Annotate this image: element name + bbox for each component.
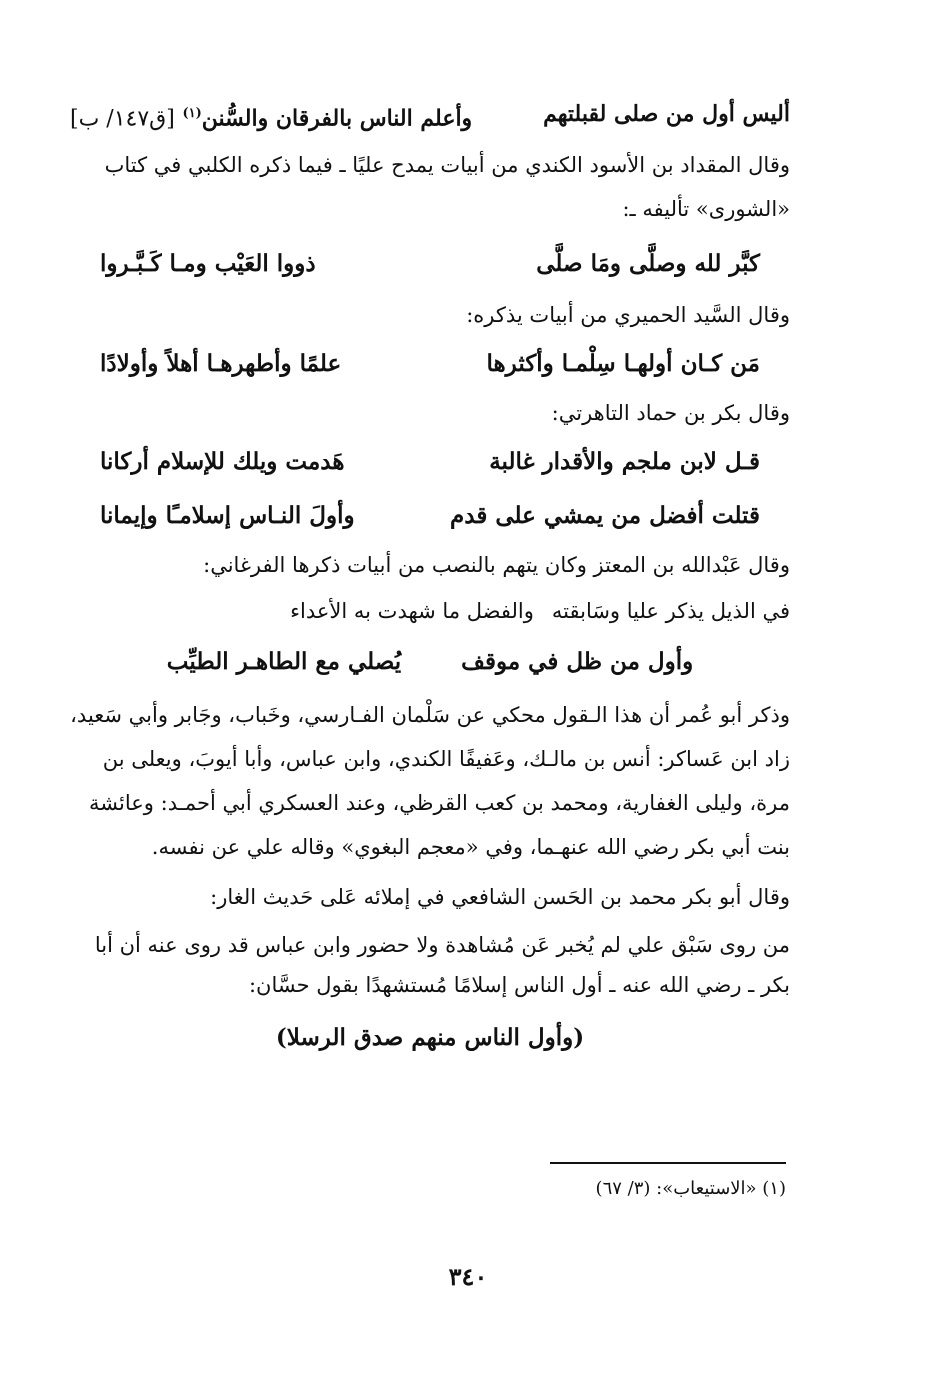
verse-line-1-second: [70, 90, 472, 143]
verse-1-second-hemistich: ذووا العَيْب ومـا كَـبَّـروا: [100, 250, 316, 278]
footnote-marker: (١): [182, 106, 202, 121]
verse-6-second-hemistich: يُصلي مع الطاهـر الطيِّب: [166, 648, 402, 676]
verse-5-second-hemistich: والفضل ما شهدت به الأعداء: [290, 599, 534, 624]
footnote-1: (١) «الاستيعاب»: (٣/ ٦٧): [595, 1178, 786, 1199]
page-body: [70, 90, 790, 1065]
verse-4-first-hemistich: قتلت أفضل من يمشي على قدم: [450, 502, 760, 530]
verse-4: [70, 489, 790, 543]
page-number: ٣٤٠: [448, 1262, 488, 1291]
paragraph-6: وقال أبو بكر محمد بن الحَسن الشافعي في إملائه عَلى حَديث الغار:: [210, 885, 790, 910]
verse-2: [70, 337, 790, 391]
verse-2-second-hemistich: علمًا وأطهرهـا أهلاً وأولادًا: [100, 350, 342, 378]
verse-3-first-hemistich: قـل لابن ملجم والأقدار غالبة: [489, 448, 760, 476]
quote-text: (وأول الناس منهم صدق الرسلا): [275, 1024, 585, 1052]
verse-6: [70, 635, 790, 689]
paragraph-7: من روى سَبْق علي لم يُخبر عَن مُشاهدة ولا حضور وابن عباس قد روى عنه أن أبا بكر ـ رضي الله عنه ـ أول الناس إسلامًا مُستشهدًا بقول حسَّان:: [94, 933, 790, 998]
footnote-divider: [550, 1162, 786, 1164]
verse-6-first-hemistich: وأول من ظل في موقف: [461, 648, 694, 676]
verse-3-second-hemistich: هَدمت ويلك للإسلام أركانا: [100, 448, 345, 476]
paragraph-1: وقال المقداد بن الأسود الكندي من أبيات يمدح عليًا ـ فيما ذكره الكلبي في كتاب «الشورى» تأليفه ـ:: [104, 153, 790, 222]
hemistich: وأعلم الناس بالفرقان والسُّنن: [201, 105, 473, 132]
hemistich: أليس أول من صلى لقبلتهم: [543, 101, 790, 127]
verse-5: [70, 587, 790, 635]
verse-4-second-hemistich: وأولَ النـاس إسلامـًا وإيمانا: [100, 502, 355, 530]
quoted-hemistich: [70, 1011, 790, 1065]
verse-line-1-first: [543, 90, 790, 143]
verse-1: [70, 237, 790, 291]
verse-1-first-hemistich: كبَّر لله وصلَّى ومَا صلَّى: [536, 250, 760, 278]
paragraph-3: وقال بكر بن حماد التاهرتي:: [551, 401, 790, 426]
verse-5-first-hemistich: في الذيل يذكر عليا وسَابقته: [551, 599, 790, 624]
verse-line-1: [70, 90, 790, 143]
verse-3: [70, 435, 790, 489]
paragraph-4: وقال عَبْدالله بن المعتز وكان يتهم بالنصب من أبيات ذكرها الفرغاني:: [203, 553, 790, 578]
manuscript-folio-ref: [ق١٤٧/ ب]: [70, 106, 175, 132]
paragraph-2: وقال السَّيد الحميري من أبيات يذكره:: [466, 303, 790, 328]
verse-2-first-hemistich: مَن كـان أولهـا سِلْمـا وأكثرها: [486, 350, 760, 378]
paragraph-5: وذكر أبو عُمر أن هذا الـقول محكي عن سَلْمان الفـارسي، وخَباب، وجَابر وأبي سَعيد، زاد ابن عَساكر: أنس بن مالـك، وعَفيفًا الكندي، وابن عباس، وأبا أيوبَ، ويعلى بن مرة، وليلى الغفارية، ومحمد بن كعب القرظي، وعند العسكري أبي أحمـد: وعائشة بنت أبي بكر رضي الله عنهـما، وفي «معجم البغوي» وقاله علي عن نفسه.: [70, 703, 790, 860]
